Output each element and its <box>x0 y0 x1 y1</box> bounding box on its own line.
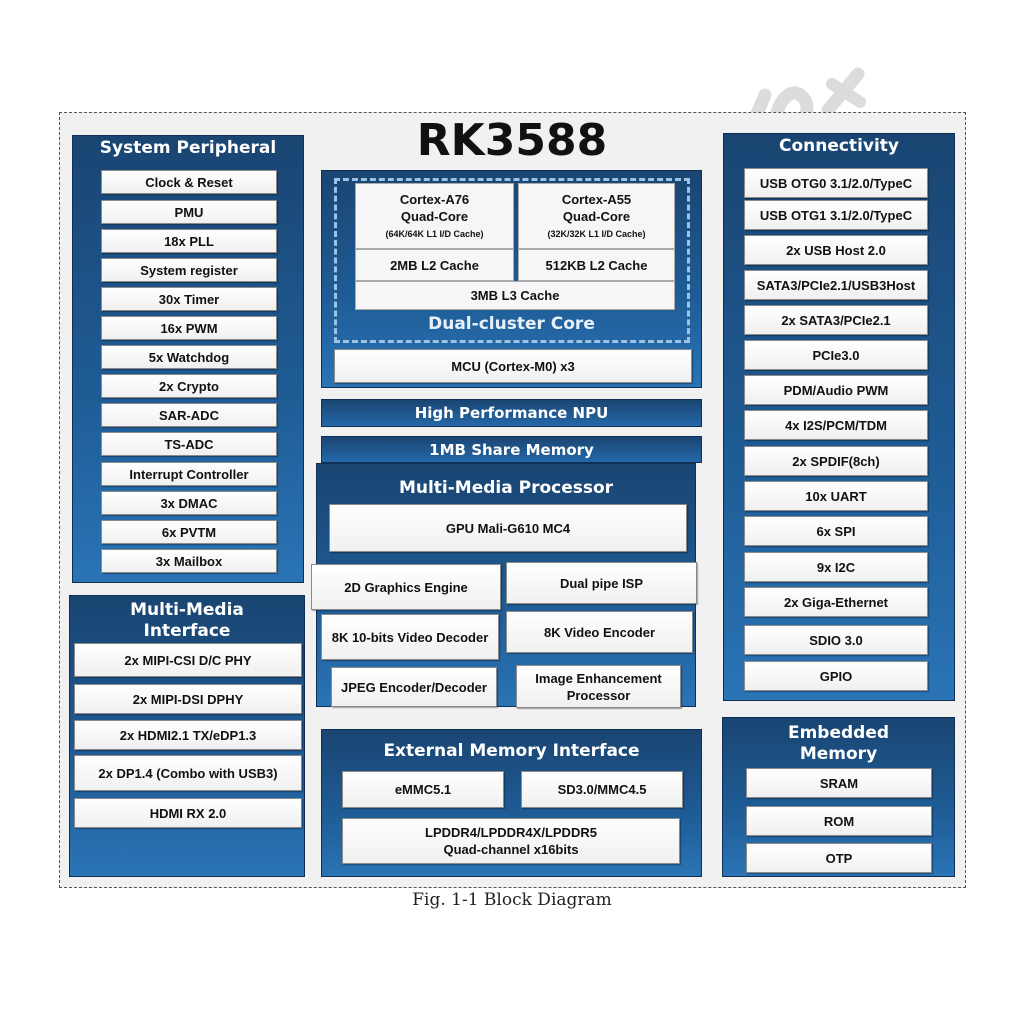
cortex-a76-block <box>355 183 514 249</box>
external-memory-header: External Memory Interface <box>383 741 640 761</box>
sp-item-clock-reset: Clock & Reset <box>101 170 277 194</box>
emb-item-sram: SRAM <box>746 768 932 798</box>
conn-item-usb-otg1: USB OTG1 3.1/2.0/TypeC <box>744 200 928 230</box>
connectivity-header: Connectivity <box>778 136 900 156</box>
conn-item-i2c: 9x I2C <box>744 552 928 582</box>
conn-item-sata-pcie: 2x SATA3/PCIe2.1 <box>744 305 928 335</box>
core-panel <box>321 170 702 388</box>
mmi-item-mipi-dsi: 2x MIPI-DSI DPHY <box>74 684 302 714</box>
sp-item-ts-adc: TS-ADC <box>101 432 277 456</box>
lpddr-line1: LPDDR4/LPDDR4X/LPDDR5 <box>425 825 597 840</box>
cortex-a55-block <box>518 183 675 249</box>
image-enhancement-line2: Processor <box>566 687 631 703</box>
dual-cluster-label: Dual-cluster Core <box>428 314 595 334</box>
multimedia-processor-header: Multi-Media Processor <box>398 478 614 498</box>
external-memory-panel <box>321 729 702 877</box>
conn-item-usb-otg0: USB OTG0 3.1/2.0/TypeC <box>744 168 928 198</box>
conn-item-pcie3: PCIe3.0 <box>744 340 928 370</box>
sp-item-interrupt-controller: Interrupt Controller <box>101 462 277 486</box>
sp-item-system-register: System register <box>101 258 277 282</box>
video-decoder-block: 8K 10-bits Video Decoder <box>321 614 499 660</box>
connectivity-panel <box>723 133 955 701</box>
sp-item-mailbox: 3x Mailbox <box>101 549 277 573</box>
mmi-item-dp: 2x DP1.4 (Combo with USB3) <box>74 755 302 791</box>
gpu-block: GPU Mali-G610 MC4 <box>329 504 687 552</box>
sp-item-crypto: 2x Crypto <box>101 374 277 398</box>
mcu-block: MCU (Cortex-M0) x3 <box>334 349 692 383</box>
mmi-item-hdmi-rx: HDMI RX 2.0 <box>74 798 302 828</box>
npu-bar: High Performance NPU <box>321 399 702 427</box>
chip-title: RK3588 <box>416 115 608 166</box>
sp-item-pwm: 16x PWM <box>101 316 277 340</box>
image-enhancement-block <box>516 665 681 708</box>
graphics-2d-block: 2D Graphics Engine <box>311 564 501 610</box>
sp-item-pmu: PMU <box>101 200 277 224</box>
mmi-item-hdmi-tx: 2x HDMI2.1 TX/eDP1.3 <box>74 720 302 750</box>
sp-item-timer: 30x Timer <box>101 287 277 311</box>
video-encoder-block: 8K Video Encoder <box>506 611 693 653</box>
sp-item-pll: 18x PLL <box>101 229 277 253</box>
conn-item-sata-pcie-usb3: SATA3/PCIe2.1/USB3Host <box>744 270 928 300</box>
sp-item-sar-adc: SAR-ADC <box>101 403 277 427</box>
cortex-a55-cache: (32K/32K L1 I/D Cache) <box>547 229 646 239</box>
image-enhancement-line1: Image Enhancement <box>535 670 662 686</box>
jpeg-codec-block: JPEG Encoder/Decoder <box>331 667 497 707</box>
cortex-a76-subtitle: Quad-Core <box>400 209 469 224</box>
lpddr-block <box>342 818 680 864</box>
a55-l2-cache: 512KB L2 Cache <box>518 249 675 281</box>
sp-item-dmac: 3x DMAC <box>101 491 277 515</box>
conn-item-gpio: GPIO <box>744 661 928 691</box>
share-memory-bar: 1MB Share Memory <box>321 436 702 463</box>
emmc-block: eMMC5.1 <box>342 771 504 808</box>
embedded-memory-panel <box>722 717 955 877</box>
sd-mmc-block: SD3.0/MMC4.5 <box>521 771 683 808</box>
sp-item-watchdog: 5x Watchdog <box>101 345 277 369</box>
conn-item-ethernet: 2x Giga-Ethernet <box>744 587 928 617</box>
embedded-memory-header: Embedded Memory <box>787 723 890 764</box>
multimedia-interface-header: Multi-Media Interface <box>130 600 244 641</box>
conn-item-spdif: 2x SPDIF(8ch) <box>744 446 928 476</box>
system-peripheral-panel <box>72 135 304 583</box>
cortex-a76-cache: (64K/64K L1 I/D Cache) <box>385 229 484 239</box>
emb-item-otp: OTP <box>746 843 932 873</box>
figure-caption: Fig. 1-1 Block Diagram <box>412 890 612 910</box>
conn-item-sdio: SDIO 3.0 <box>744 625 928 655</box>
a76-l2-cache: 2MB L2 Cache <box>355 249 514 281</box>
multimedia-processor-panel <box>316 463 696 707</box>
conn-item-pdm-audio: PDM/Audio PWM <box>744 375 928 405</box>
cortex-a76-title: Cortex-A76 <box>399 192 470 207</box>
multimedia-interface-panel <box>69 595 305 877</box>
l3-cache: 3MB L3 Cache <box>355 281 675 310</box>
conn-item-usb-host: 2x USB Host 2.0 <box>744 235 928 265</box>
cortex-a55-subtitle: Quad-Core <box>562 209 631 224</box>
conn-item-uart: 10x UART <box>744 481 928 511</box>
mmi-item-mipi-csi: 2x MIPI-CSI D/C PHY <box>74 643 302 677</box>
sp-item-pvtm: 6x PVTM <box>101 520 277 544</box>
emb-item-rom: ROM <box>746 806 932 836</box>
isp-block: Dual pipe ISP <box>506 562 697 604</box>
lpddr-line2: Quad-channel x16bits <box>443 842 579 857</box>
cortex-a55-title: Cortex-A55 <box>561 192 632 207</box>
system-peripheral-header: System Peripheral <box>99 138 277 158</box>
conn-item-i2s: 4x I2S/PCM/TDM <box>744 410 928 440</box>
conn-item-spi: 6x SPI <box>744 516 928 546</box>
